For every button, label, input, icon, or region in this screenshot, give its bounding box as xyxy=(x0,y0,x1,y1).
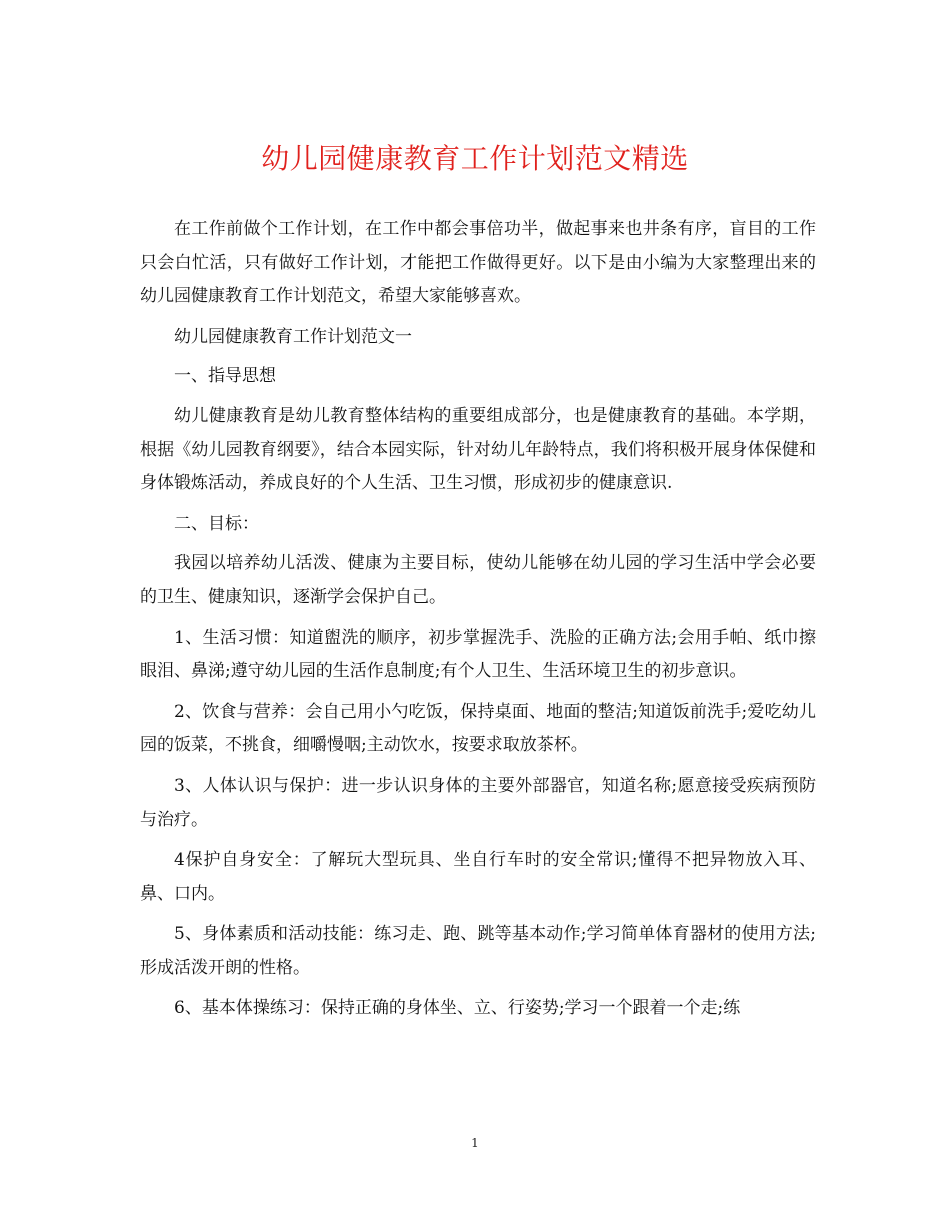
section-heading-goals: 二、目标： xyxy=(174,513,259,534)
goal-item-body-awareness: 3、人体认识与保护：进一步认识身体的主要外部器官，知道名称;愿意接受疾病预防与治疗。 xyxy=(140,775,816,830)
goals-paragraph: 我园以培养幼儿活泼、健康为主要目标，使幼儿能够在幼儿园的学习生活中学会必要的卫生、健康知识，逐渐学会保护自己。 xyxy=(140,553,816,607)
goal-item-physical-skills: 5、身体素质和活动技能：练习走、跑、跳等基本动作;学习简单体育器材的使用方法;形成活泼开朗的性格。 xyxy=(140,924,816,978)
guiding-thought-paragraph: 幼儿健康教育是幼儿教育整体结构的重要组成部分，也是健康教育的基础。本学期，根据《幼儿园教育纲要》，结合本园实际，针对幼儿年龄特点，我们将积极开展身体保健和身体锻炼活动，养成良好的个人生活、卫生习惯，形成初步的健康意识. xyxy=(140,405,816,494)
section-heading-guiding-thought: 一、指导思想 xyxy=(174,366,276,387)
goal-item-basic-exercise: 6、基本体操练习：保持正确的身体坐、立、行姿势;学习一个跟着一个走;练 xyxy=(174,998,741,1019)
document-body xyxy=(140,213,816,1033)
page-number: 1 xyxy=(471,1136,479,1150)
document-title: 幼儿园健康教育工作计划范文精选 xyxy=(261,142,689,175)
intro-paragraph: 在工作前做个工作计划，在工作中都会事倍功半，做起事来也井条有序，盲目的工作只会白忙活，只有做好工作计划，才能把工作做得更好。以下是由小编为大家整理出来的幼儿园健康教育工作计划范文，希望大家能够喜欢。 xyxy=(140,219,816,307)
goal-item-diet-nutrition: 2、饮食与营养：会自己用小勺吃饭，保持桌面、地面的整洁;知道饭前洗手;爱吃幼儿园的饭菜，不挑食，细嚼慢咽;主动饮水，按要求取放茶杯。 xyxy=(140,701,816,756)
goal-item-living-habits: 1、生活习惯：知道盥洗的顺序，初步掌握洗手、洗脸的正确方法;会用手帕、纸巾擦眼泪、鼻涕;遵守幼儿园的生活作息制度;有个人卫生、生活环境卫生的初步意识。 xyxy=(140,627,816,682)
section-heading-sample-one: 幼儿园健康教育工作计划范文一 xyxy=(174,326,412,347)
goal-item-self-safety: 4保护自身安全：了解玩大型玩具、坐自行车时的安全常识;懂得不把异物放入耳、鼻、口内。 xyxy=(140,850,816,904)
